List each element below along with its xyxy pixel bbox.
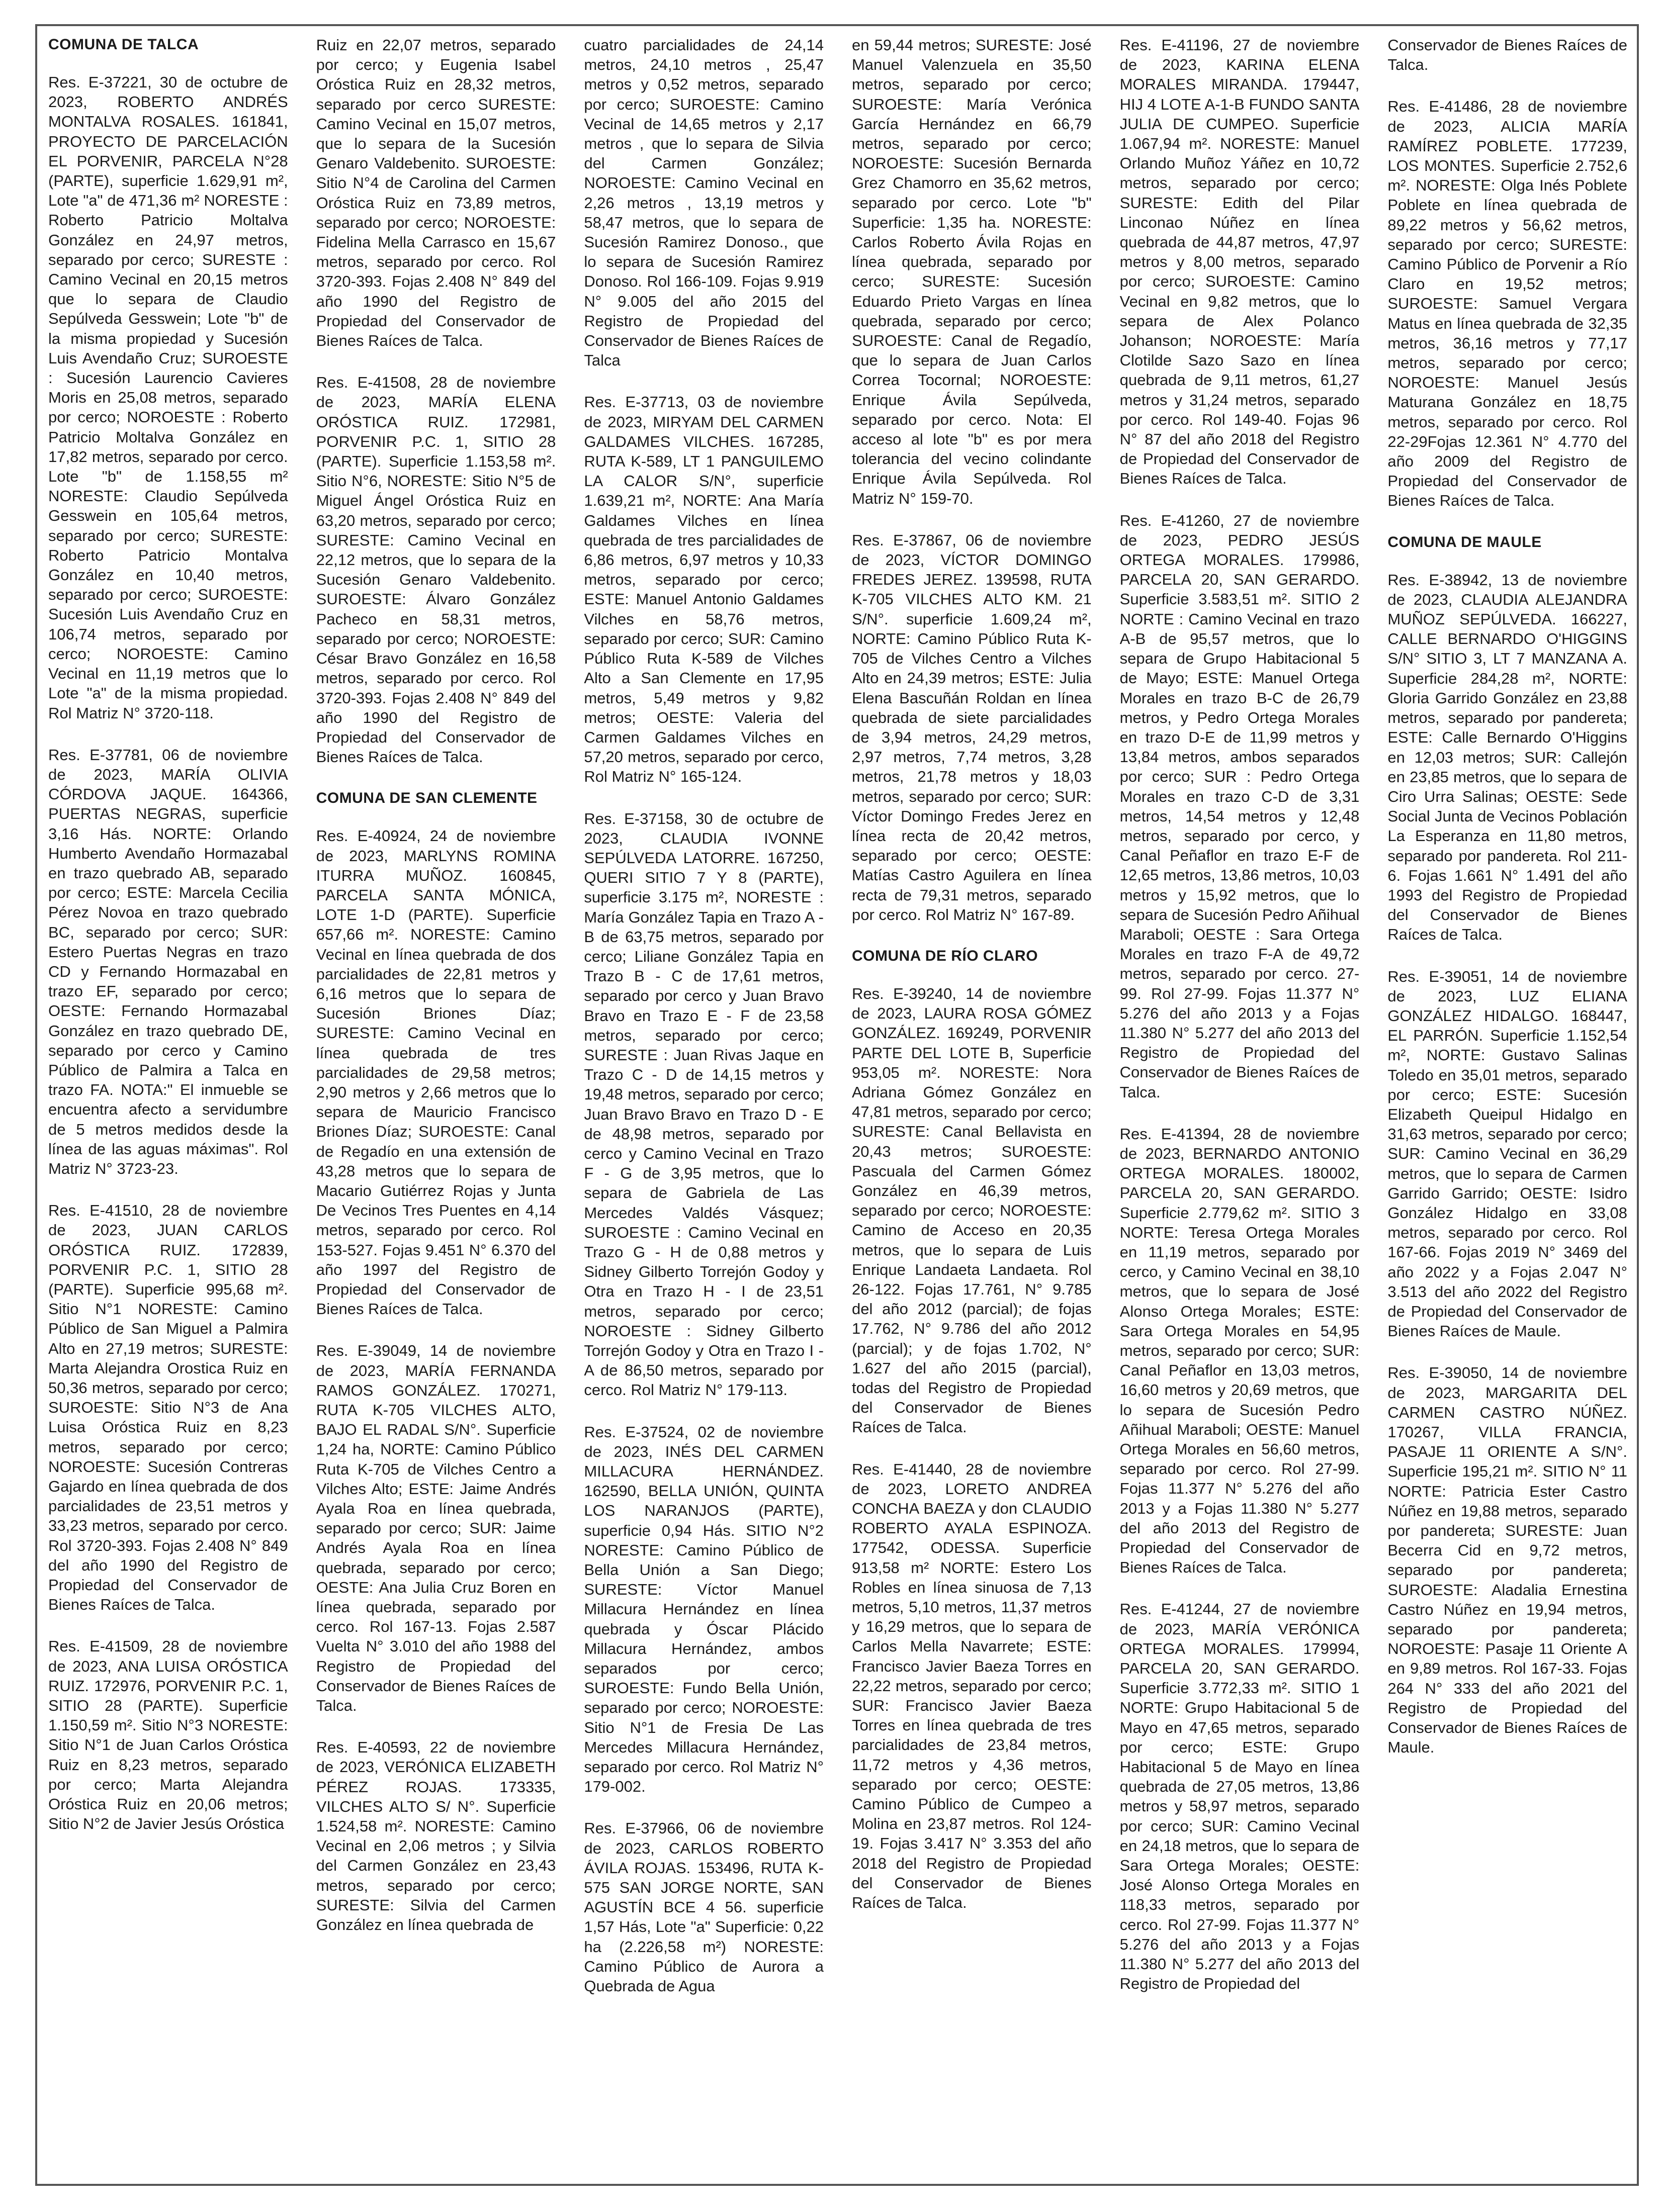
notice-entry: Res. E-40924, 24 de noviembre de 2023, MARLYNS ROMINA ITURRA MUÑOZ. 160845, PARCELA SANTA MÓNICA, LOTE 1-D (PARTE). Superficie 657,66 m². NORESTE: Camino Vecinal en línea quebrada de dos parcialidades de 22,81 metros y 6,16 metros que lo separa de Sucesión Briones Díaz; SURESTE: Camino Vecinal en línea quebrada de tres parcialidades de 29,58 metros; 2,90 metros y 2,66 metros que lo separa de Mauricio Francisco Briones Díaz; SUROESTE: Canal de Regadío en una extensión de 43,28 metros que lo separa de Macario Gutiérrez Rojas y Junta De Vecinos Tres Puentes en 4,14 metros, separado por cerco. Rol 153-527. Fojas 9.451 N° 6.370 del año 1997 del Registro de Propiedad del Conservador de Bienes Raíces de Talca. (316, 827, 556, 1318)
column-5 (1120, 35, 1360, 2177)
legal-notices-columns (48, 35, 1627, 2177)
notice-entry: Res. E-41440, 28 de noviembre de 2023, LORETO ANDREA CONCHA BAEZA y don CLAUDIO ROBERTO AYALA ESPINOZA. 177542, ODESSA. Superficie 913,58 m² NORTE: Estero Los Robles en línea sinuosa de 7,13 metros, 5,10 metros, 11,37 metros y 16,29 metros, que lo separa de Carlos Mella Navarrete; ESTE: Francisco Javier Baeza Torres en 22,22 metros, separado por cerco; SUR: Francisco Javier Baeza Torres en línea quebrada de tres parcialidades de 23,84 metros, 11,72 metros y 4,36 metros, separado por cerco; OESTE: Camino Público de Cumpeo a Molina en 23,87 metros. Rol 124-19. Fojas 3.417 N° 3.353 del año 2018 del Registro de Propiedad del Conservador de Bienes Raíces de Talca. (851, 1460, 1092, 1912)
notice-entry: Res. E-41394, 28 de noviembre de 2023, BERNARDO ANTONIO ORTEGA MORALES. 180002, PARCELA 20, SAN GERARDO. Superficie 2.779,62 m². SITIO 3 NORTE: Teresa Ortega Morales en 11,19 metros, separado por cerco, y Camino Vecinal en 38,10 metros, que lo separa de José Alonso Ortega Morales; ESTE: Sara Ortega Morales en 54,95 metros, separado por cerco; SUR: Canal Peñaflor en 13,03 metros, 16,60 metros y 20,69 metros, que lo separa de Sucesión Pedro Añihual Maraboli; OESTE: Manuel Ortega Morales en 56,60 metros, separado por cerco. Rol 27-99. Fojas 11.377 N° 5.276 del año 2013 y a Fojas 11.380 N° 5.277 del año 2013 del Registro de Propiedad del Conservador de Bienes Raíces de Talca. (1119, 1125, 1360, 1577)
notice-entry: Res. E-41196, 27 de noviembre de 2023, KARINA ELENA MORALES MIRANDA. 179447, HIJ 4 LOTE A-1-B FUNDO SANTA JULIA DE CUMPEO. Superficie 1.067,94 m². NORESTE: Manuel Orlando Muñoz Yáñez en 10,72 metros, separado por cerco; SURESTE: Edith del Pilar Linconao Núñez en línea quebrada de 44,87 metros, 47,97 metros y 8,00 metros, separado por cerco; SUROESTE: Camino Vecinal en 9,82 metros, que lo separa de Alex Polanco Johanson; NOROESTE: María Clotilde Sazo Sazo en línea quebrada de 9,11 metros, 61,27 metros y 31,24 metros, separado por cerco. Rol 149-40. Fojas 96 N° 87 del año 2018 del Registro de Propiedad del Conservador de Bienes Raíces de Talca. (1119, 36, 1360, 488)
notice-entry: Res. E-41509, 28 de noviembre de 2023, ANA LUISA ORÓSTICA RUIZ. 172976, PORVENIR P.C. 1, SITIO 28 (PARTE). Superficie 1.150,59 m². Sitio N°3 NORESTE: Sitio N°1 de Juan Carlos Oróstica Ruiz en 8,23 metros, separado por cerco; Marta Alejandra Oróstica Ruiz en 20,06 metros; Sitio N°2 de Javier Jesús Oróstica (48, 1637, 288, 1833)
column-2 (316, 35, 556, 2177)
section-title-comuna-de-san-clemente: COMUNA DE SAN CLEMENTE (316, 790, 538, 807)
notice-entry: Res. E-37158, 30 de octubre de 2023, CLAUDIA IVONNE SEPÚLVEDA LATORRE. 167250, QUERI SITIO 7 Y 8 (PARTE), superficie 3.175 m², NORESTE : María González Tapia en Trazo A - B de 63,75 metros, separado por cerco; Liliane González Tapia en Trazo B - C de 17,61 metros, separado por cerco y Juan Bravo Bravo en Trazo E - F de 23,58 metros, separado por cerco; SURESTE : Juan Rivas Jaque en Trazo C - D de 14,15 metros y 19,48 metros, separado por cerco; Juan Bravo Bravo en Trazo D - E de 48,98 metros, separado por cerco y Camino Vecinal en Trazo F - G de 3,95 metros, que lo separa de Gabriela de Las Mercedes Valdés Vásquez; SUROESTE : Camino Vecinal en Trazo G - H de 0,88 metros y Sidney Gilberto Torrejón Godoy y Otra en Trazo H - I de 23,51 metros, separado por cerco; NOROESTE : Sidney Gilberto Torrejón Godoy y Otra en Trazo I - A de 86,50 metros, separado por cerco. Rol Matriz N° 179-113. (584, 809, 824, 1399)
notice-entry: Res. E-41260, 27 de noviembre de 2023, PEDRO JESÚS ORTEGA MORALES. 179986, PARCELA 20, SAN GERARDO. Superficie 3.583,51 m². SITIO 2 NORTE : Camino Vecinal en trazo A-B de 95,57 metros, que lo separa de Grupo Habitacional 5 de Mayo; ESTE: Manuel Ortega Morales en trazo B-C de 26,79 metros, y Pedro Ortega Morales en trazo D-E de 11,99 metros y 13,84 metros, ambos separados por cerco; SUR : Pedro Ortega Morales en trazo C-D de 3,31 metros, 14,54 metros y 12,48 metros, separado por cerco, y Canal Peñaflor en trazo E-F de 12,65 metros, 13,86 metros, 10,03 metros y 15,92 metros, que lo separa de Sucesión Pedro Añihual Maraboli; OESTE : Sara Ortega Morales en trazo F-A de 49,72 metros, separado por cerco. 27-99. Rol 27-99. Fojas 11.377 N° 5.276 del año 2013 y a Fojas 11.380 N° 5.277 del año 2013 del Registro de Propiedad del Conservador de Bienes Raíces de Talca. (1119, 511, 1360, 1101)
notice-entry: Res. E-39049, 14 de noviembre de 2023, MARÍA FERNANDA RAMOS GONZÁLEZ. 170271, RUTA K-705 VILCHES ALTO, BAJO EL RADAL S/N°. Superficie 1,24 ha, NORTE: Camino Público Ruta K-705 de Vilches Centro a Vilches Alto; ESTE: Jaime Andrés Ayala Roa en línea quebrada, separado por cerco; SUR: Jaime Andrés Ayala Roa en línea quebrada, separado por cerco; OESTE: Ana Julia Cruz Boren en línea quebrada, separado por cerco. Rol 167-13. Fojas 2.587 Vuelta N° 3.010 del año 1988 del Registro de Propiedad del Conservador de Bienes Raíces de Talca. (316, 1342, 556, 1715)
notice-entry: Res. E-37713, 03 de noviembre de 2023, MIRYAM DEL CARMEN GALDAMES VILCHES. 167285, RUTA K-589, LT 1 PANGUILEMO LA CALOR S/N°, superficie 1.639,21 m², NORTE: Ana María Galdames Vilches en línea quebrada de tres parcialidades de 6,86 metros, 6,97 metros y 10,33 metros, separado por cerco; ESTE: Manuel Antonio Galdames Vilches en 58,76 metros, separado por cerco; SUR: Camino Público Ruta K-589 de Vilches Alto a San Clemente en 17,95 metros, 5,49 metros y 9,82 metros; OESTE: Valeria del Carmen Galdames Vilches en 57,20 metros, separado por cerco, Rol Matriz N° 165-124. (584, 393, 824, 786)
notice-entry: Res. E-37966, 06 de noviembre de 2023, CARLOS ROBERTO ÁVILA ROJAS. 153496, RUTA K-575 SAN JORGE NORTE, SAN AGUSTÍN BCE 4 56. superficie 1,57 Hás, Lote "a" Superficie: 0,22 ha (2.226,58 m²) NORESTE: Camino Público de Aurora a Quebrada de Agua (584, 1819, 824, 1995)
notice-entry-continued: en 59,44 metros; SURESTE: José Manuel Valenzuela en 35,50 metros, separado por cerco; SUROESTE: María Verónica García Hernández en 66,79 metros, separado por cerco; NOROESTE: Sucesión Bernarda Grez Chamorro en 35,62 metros, separado por cerco. Lote "b" Superficie: 1,35 ha. NORESTE: Carlos Roberto Ávila Rojas en línea quebrada, separado por cerco; SURESTE: Sucesión Eduardo Prieto Vargas en línea quebrada, separado por cerco; SUROESTE: Canal de Regadío, que lo separa de Juan Carlos Correa Tocornal; NOROESTE: Enrique Ávila Sepúlveda, separado por cerco. Nota: El acceso al lote "b" es por mera tolerancia del vecino colindante Enrique Ávila Sepúlveda. Rol Matriz N° 159-70. (851, 36, 1092, 507)
notice-entry: Res. E-41486, 28 de noviembre de 2023, ALICIA MARÍA RAMÍREZ POBLETE. 177239, LOS MONTES. Superficie 2.752,6 m². NORESTE: Olga Inés Poblete Poblete en línea quebrada de 89,22 metros y 56,62 metros, separado por cerco; SURESTE: Camino Público de Porvenir a Río Claro en 19,52 metros; SUROESTE: Samuel Vergara Matus en línea quebrada de 32,35 metros, 36,16 metros y 77,17 metros, separado por cerco; NOROESTE: Manuel Jesús Maturana González en 18,75 metros, separado por cerco. Rol 22-29Fojas 12.361 N° 4.770 del año 2009 del Registro de Propiedad del Conservador de Bienes Raíces de Talca. (1387, 98, 1627, 510)
notice-entry: Res. E-39240, 14 de noviembre de 2023, LAURA ROSA GÓMEZ GONZÁLEZ. 169249, PORVENIR PARTE DEL LOTE B, Superficie 953,05 m². NORESTE: Nora Adriana Gómez González en 47,81 metros, separado por cerco; SURESTE: Canal Bellavista en 20,43 metros; SUROESTE: Pascuala del Carmen Gómez González en 46,39 metros, separado por cerco; NOROESTE: Camino de Acceso en 20,35 metros, que lo separa de Luis Enrique Landaeta Landaeta. Rol 26-122. Fojas 17.761, N° 9.785 del año 2012 (parcial); de fojas 17.762, N° 9.786 del año 2012 (parcial); y de fojas 1.702, N° 1.627 del año 2015 (parcial), todas del Registro de Propiedad del Conservador de Bienes Raíces de Talca. (851, 984, 1092, 1436)
notice-entry-continued: cuatro parcialidades de 24,14 metros, 24,10 metros , 25,47 metros y 0,52 metros, separado por cerco; SUROESTE: Camino Vecinal de 14,65 metros y 2,17 metros , que lo separa de Silvia del Carmen González; NOROESTE: Camino Vecinal en 2,26 metros , 13,19 metros y 58,47 metros, que lo separa de Sucesión Ramirez Donoso., que lo separa de Sucesión Ramirez Donoso. Rol 166-109. Fojas 9.919 N° 9.005 del año 2015 del Registro de Propiedad del Conservador de Bienes Raíces de Talca (584, 36, 824, 370)
section-title-comuna-de-talca: COMUNA DE TALCA (48, 36, 199, 53)
column-1 (48, 35, 288, 2177)
notice-entry: Res. E-39050, 14 de noviembre de 2023, MARGARITA DEL CARMEN CASTRO NÚÑEZ. 170267, VILLA FRANCIA, PASAJE 11 ORIENTE A S/N°. Superficie 195,21 m². SITIO N° 11 NORTE: Patricia Ester Castro Núñez en 19,88 metros, separado por pandereta; SURESTE: Juan Becerra Cid en 9,72 metros, separado por pandereta; SUROESTE: Aladalia Ernestina Castro Núñez en 19,94 metros, separado por pandereta; NOROESTE: Pasaje 11 Oriente A en 9,89 metros. Rol 167-33. Fojas 264 N° 333 del año 2021 del Registro de Propiedad del Conservador de Bienes Raíces de Maule. (1387, 1364, 1627, 1757)
notice-entry: Res. E-41508, 28 de noviembre de 2023, MARÍA ELENA ORÓSTICA RUIZ. 172981, PORVENIR P.C. 1, SITIO 28 (PARTE). Superficie 1.153,58 m². Sitio N°6, NORESTE: Sitio N°5 de Miguel Ángel Oróstica Ruiz en 63,20 metros, separado por cerco; SURESTE: Camino Vecinal en 22,12 metros, que lo separa de la Sucesión Genaro Valdebenito. SUROESTE: Álvaro González Pacheco en 58,31 metros, separado por cerco; NOROESTE: César Bravo González en 16,58 metros, separado por cerco. Rol 3720-393. Fojas 2.408 N° 849 del año 1990 del Registro de Propiedad del Conservador de Bienes Raíces de Talca. (316, 374, 556, 766)
notice-entry: Res. E-37781, 06 de noviembre de 2023, MARÍA OLIVIA CÓRDOVA JAQUE. 164366, PUERTAS NEGRAS, superficie 3,16 Hás. NORTE: Orlando Humberto Avendaño Hormazabal en trazo quebrado AB, separado por cerco; ESTE: Marcela Cecilia Pérez Novoa en trazo quebrado BC, separado por cerco; SUR: Estero Puertas Negras en trazo CD y Fernando Hormazabal en trazo EF, separado por cerco; OESTE: Fernando Hormazabal González en trazo quebrado DE, separado por cerco y Camino Público de Palmira a Talca en trazo FA. NOTA:" El inmueble se encuentra afecto a servidumbre de 5 metros medidos desde la línea de las aguas máximas". Rol Matriz N° 3723-23. (48, 746, 288, 1177)
notice-entry: Res. E-41244, 27 de noviembre de 2023, MARÍA VERÓNICA ORTEGA MORALES. 179994, PARCELA 20, SAN GERARDO. Superficie 3.772,33 m². SITIO 1 NORTE: Grupo Habitacional 5 de Mayo en 47,65 metros, separado por cerco; ESTE: Grupo Habitacional 5 de Mayo en línea quebrada de 27,05 metros, 13,86 metros y 58,97 metros, separado por cerco; SUR: Camino Vecinal en 24,18 metros, que lo separa de Sara Ortega Morales; OESTE: José Alonso Ortega Morales en 118,33 metros, separado por cerco. Rol 27-99. Fojas 11.377 N° 5.276 del año 2013 y a Fojas 11.380 N° 5.277 del año 2013 del Registro de Propiedad del (1119, 1600, 1360, 1993)
notice-entry: Res. E-37524, 02 de noviembre de 2023, INÉS DEL CARMEN MILLACURA HERNÁNDEZ. 162590, BELLA UNIÓN, QUINTA LOS NARANJOS (PARTE), superficie 0,94 Hás. SITIO N°2 NORESTE: Camino Público de Bella Unión a San Diego; SURESTE: Víctor Manuel Millacura Hernández en línea quebrada y Óscar Plácido Millacura Hernández, ambos separados por cerco; SUROESTE: Fundo Bella Unión, separado por cerco; NOROESTE: Sitio N°1 de Fresia De Las Mercedes Millacura Hernández, separado por cerco. Rol Matriz N° 179-002. (584, 1423, 824, 1796)
column-6 (1387, 35, 1627, 2177)
notice-entry: Res. E-40593, 22 de noviembre de 2023, VERÓNICA ELIZABETH PÉREZ ROJAS. 173335, VILCHES ALTO S/ N°. Superficie 1.524,58 m². NORESTE: Camino Vecinal en 2,06 metros ; y Silvia del Carmen González en 23,43 metros, separado por cerco; SURESTE: Silvia del Carmen González en línea quebrada de (316, 1738, 556, 1934)
notice-entry: Res. E-41510, 28 de noviembre de 2023, JUAN CARLOS ORÓSTICA RUIZ. 172839, PORVENIR P.C. 1, SITIO 28 (PARTE). Superficie 995,68 m². Sitio N°1 NORESTE: Camino Público de San Miguel a Palmira Alto en 27,19 metros; SURESTE: Marta Alejandra Orostica Ruiz en 50,36 metros, separado por cerco; SUROESTE: Sitio N°3 de Ana Luisa Oróstica Ruiz en 8,23 metros, separado por cerco; NOROESTE: Sucesión Contreras Gajardo en línea quebrada de dos parcialidades de 23,51 metros y 33,23 metros, separado por cerco. Rol 3720-393. Fojas 2.408 N° 849 del año 1990 del Registro de Propiedad del Conservador de Bienes Raíces de Talca. (48, 1202, 288, 1614)
notice-entry: Res. E-37221, 30 de octubre de 2023, ROBERTO ANDRÉS MONTALVA ROSALES. 161841, PROYECTO DE PARCELACIÓN EL PORVENIR, PARCELA N°28 (PARTE), superficie 1.629,91 m², Lote "a" de 471,36 m² NORESTE : Roberto Patricio Moltalva González en 24,97 metros, separado por cerco; SURESTE : Camino Vecinal en 20,15 metros que lo separa de Claudio Sepúlveda Gesswein; Lote "b" de la misma propiedad y Sucesión Luis Avendaño Cruz; SUROESTE : Sucesión Laurencio Cavieres Moris en 25,08 metros, separado por cerco; NOROESTE : Roberto Patricio Moltalva González en 17,82 metros, separado por cerco. Lote "b" de 1.158,55 m² NORESTE: Claudio Sepúlveda Gesswein en 105,64 metros, separado por cerco; SURESTE: Roberto Patricio Montalva González en 10,40 metros, separado por cerco; SUROESTE: Sucesión Luis Avendaño Cruz en 106,74 metros, separado por cerco; NOROESTE: Camino Vecinal en 11,19 metros que lo Lote "a" de la misma propiedad. Rol Matriz N° 3720-118. (48, 73, 288, 722)
column-3 (584, 35, 824, 2177)
notice-entry: Res. E-39051, 14 de noviembre de 2023, LUZ ELIANA GONZÁLEZ HIDALGO. 168447, EL PARRÓN. Superficie 1.152,54 m², NORTE: Gustavo Salinas Toledo en 35,01 metros, separado por cerco; ESTE: Sucesión Elizabeth Queipul Hidalgo en 31,63 metros, separado por cerco; SUR: Camino Vecinal en 36,29 metros, que lo separa de Carmen Garrido Garrido; OESTE: Isidro González Hidalgo en 33,08 metros, separado por cerco. Rol 167-66. Fojas 2019 N° 3469 del año 2022 y a Fojas 2.047 N° 3.513 del año 2022 del Registro de Propiedad del Conservador de Bienes Raíces de Maule. (1387, 967, 1627, 1340)
section-title-comuna-de-rio-claro: COMUNA DE RÍO CLARO (851, 947, 1038, 964)
notice-entry-continued: Ruiz en 22,07 metros, separado por cerco; y Eugenia Isabel Oróstica Ruiz en 28,32 metros, separado por cerco SURESTE: Camino Vecinal en 15,07 metros, que lo separa de la Sucesión Genaro Valdebenito. SUROESTE: Sitio N°4 de Carolina del Carmen Oróstica Ruiz en 73,89 metros, separado por cerco; NOROESTE: Fidelina Mella Carrasco en 15,67 metros, separado por cerco. Rol 3720-393. Fojas 2.408 N° 849 del año 1990 del Registro de Propiedad del Conservador de Bienes Raíces de Talca. (316, 36, 556, 350)
section-title-comuna-de-maule: COMUNA DE MAULE (1387, 533, 1542, 550)
column-4 (852, 35, 1092, 2177)
notice-entry-continued: Conservador de Bienes Raíces de Talca. (1387, 36, 1627, 74)
notice-entry: Res. E-37867, 06 de noviembre de 2023, VÍCTOR DOMINGO FREDES JEREZ. 139598, RUTA K-705 VILCHES ALTO KM. 21 S/N°. superficie 1.609,24 m², NORTE: Camino Público Ruta K-705 de Vilches Centro a Vilches Alto en 24,39 metros; ESTE: Julia Elena Bascuñán Roldan en línea quebrada de siete parcialidades de 3,94 metros, 24,29 metros, 2,97 metros, 7,74 metros, 3,28 metros, 21,78 metros y 18,03 metros, separado por cerco; SUR: Víctor Domingo Fredes Jerez en línea recta de 20,42 metros, separado por cerco; OESTE: Matías Castro Aguilera en línea recta de 79,31 metros, separado por cerco. Rol Matriz N° 167-89. (851, 531, 1092, 924)
notice-entry: Res. E-38942, 13 de noviembre de 2023, CLAUDIA ALEJANDRA MUÑOZ SEPÚLVEDA. 166227, CALLE BERNARDO O'HIGGINS S/N° SITIO 3, LT 7 MANZANA A. Superficie 284,28 m², NORTE: Gloria Garrido González en 23,88 metros, separado por pandereta; ESTE: Calle Bernardo O'Higgins en 12,03 metros; SUR: Callejón en 23,85 metros, que lo separa de Ciro Urra Salinas; OESTE: Sede Social Junta de Vecinos Población La Esperanza en 11,80 metros, separado por pandereta. Rol 211-6. Fojas 1.661 N° 1.491 del año 1993 del Registro de Propiedad del Conservador de Bienes Raíces de Talca. (1387, 571, 1627, 944)
